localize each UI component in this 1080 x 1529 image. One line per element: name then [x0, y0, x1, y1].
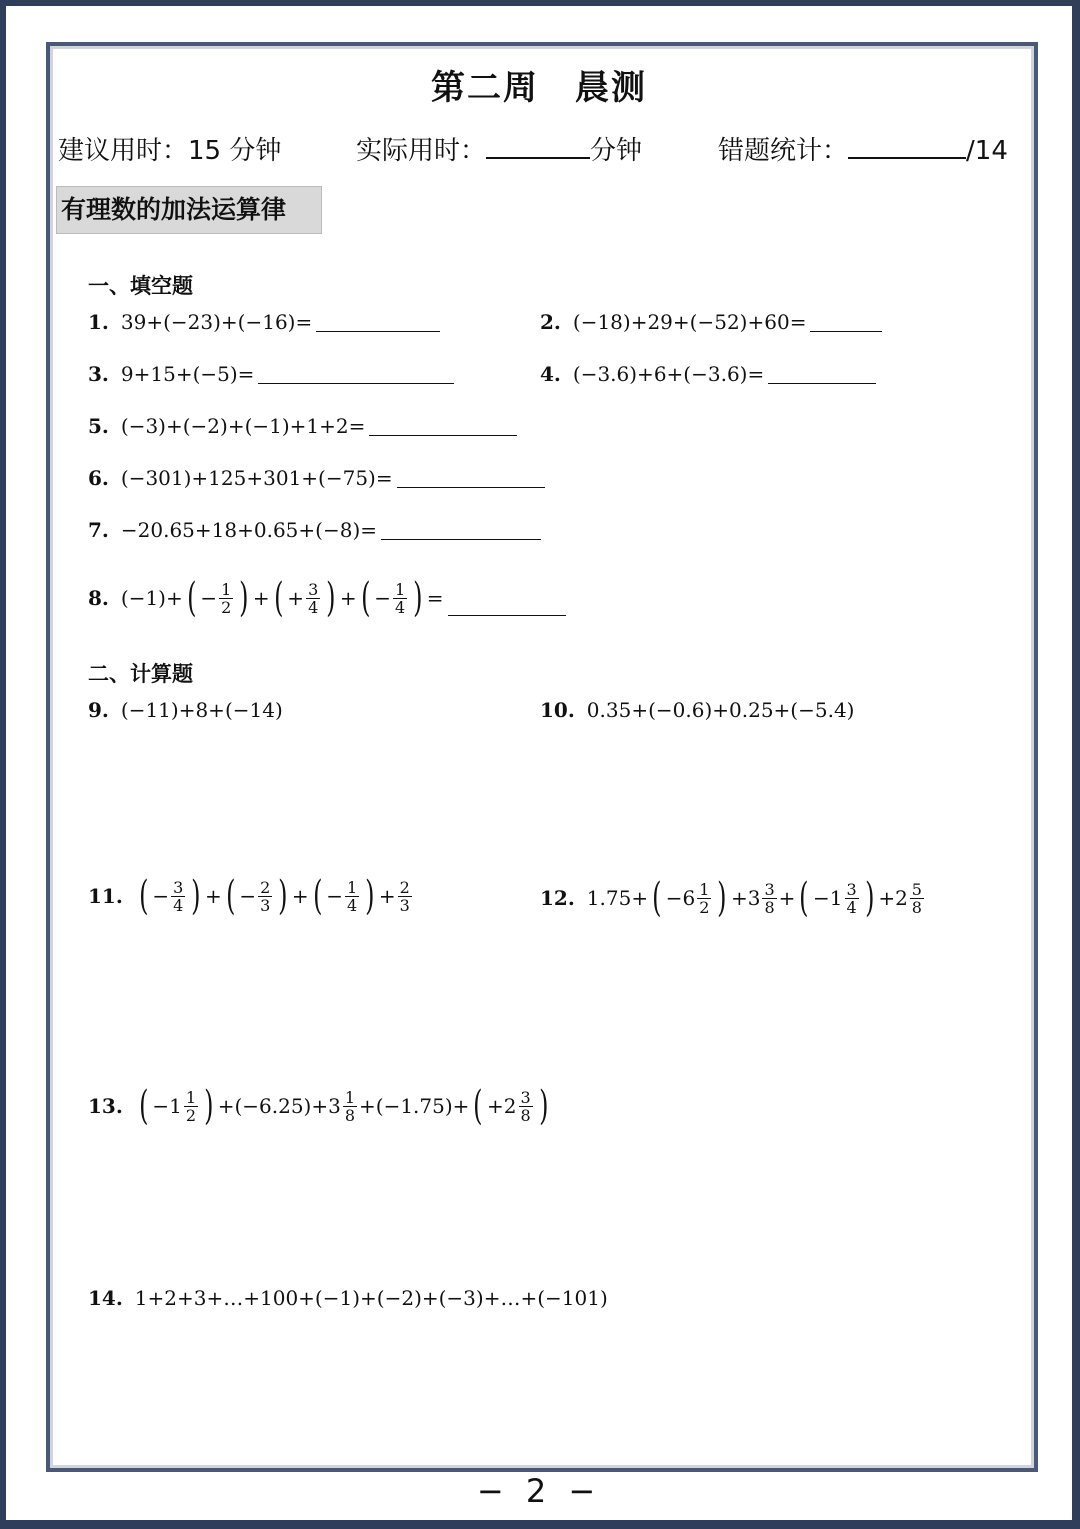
fraction: $\frac{2}{3}$: [399, 877, 410, 915]
answer-blank-6[interactable]: [397, 467, 545, 488]
fraction: $\frac{1}{2}$: [221, 579, 232, 617]
question-12: 12. 1.75+ ( −6 $\frac{1}{2}$ ) +3 $\frac{3}{8}$ + ( −1 $\frac{3}{4}$ ) +2 $\frac{5}{8}$: [540, 875, 922, 921]
part1-heading: 一、填空题: [88, 274, 193, 298]
question-6: 6. (−301)+125+301+(−75)=: [88, 466, 545, 490]
suggested-time: 建议用时：15 分钟: [58, 136, 282, 166]
section-title: 有理数的加法运算律: [56, 186, 322, 234]
page-number: − 2 −: [476, 1472, 602, 1510]
fraction: $\frac{1}{4}$: [395, 579, 406, 617]
fraction: $\frac{3}{4}$: [308, 579, 319, 617]
error-count-total: /14: [966, 136, 1008, 166]
question-7: 7. −20.65+18+0.65+(−8)=: [88, 518, 541, 542]
fraction: $\frac{3}{8}$: [764, 879, 775, 917]
question-13: 13. ( −1 $\frac{1}{2}$ ) +(−6.25)+3 $\frac{1}{8}$ +(−1.75)+ ( +2 $\frac{3}{8}$ ): [88, 1083, 549, 1129]
fraction: $\frac{1}{2}$: [185, 1087, 197, 1125]
actual-time: [356, 130, 642, 167]
question-9: 9. (−11)+8+(−14): [88, 698, 283, 722]
error-count: [718, 130, 1008, 167]
fraction: $\frac{3}{4}$: [846, 879, 857, 917]
fraction: $\frac{1}{4}$: [347, 877, 358, 915]
fraction: $\frac{2}{3}$: [260, 877, 271, 915]
answer-blank-3[interactable]: [258, 363, 454, 384]
answer-blank-1[interactable]: [316, 311, 440, 332]
error-count-label: 错题统计：: [718, 136, 849, 166]
answer-blank-5[interactable]: [369, 415, 517, 436]
fraction: $\frac{3}{4}$: [173, 877, 184, 915]
question-14: 14. 1+2+3+…+100+(−1)+(−2)+(−3)+…+(−101): [88, 1286, 608, 1310]
fraction: $\frac{5}{8}$: [911, 879, 922, 917]
question-8: 8. (−1)+ ( − $\frac{1}{2}$ ) + ( + $\frac{3}{4}$ ) + ( − $\frac{1}{4}$ ) =: [88, 578, 566, 618]
fraction: $\frac{1}{8}$: [344, 1087, 356, 1125]
question-10: 10. 0.35+(−0.6)+0.25+(−5.4): [540, 698, 855, 722]
question-1: 1. 39+(−23)+(−16)=: [88, 310, 440, 334]
answer-blank-4[interactable]: [768, 363, 876, 384]
answer-blank-2[interactable]: [810, 311, 882, 332]
question-3: 3. 9+15+(−5)=: [88, 362, 454, 386]
question-4: 4. (−3.6)+6+(−3.6)=: [540, 362, 876, 386]
question-5: 5. (−3)+(−2)+(−1)+1+2=: [88, 414, 517, 438]
question-2: 2. (−18)+29+(−52)+60=: [540, 310, 882, 334]
page-border: [46, 42, 1038, 1472]
question-11: 11. ( − $\frac{3}{4}$ ) + ( − $\frac{2}{3}$ ) + ( − $\frac{1}{4}$ ) + $\frac{2}{3}$: [88, 873, 410, 919]
answer-blank-8[interactable]: [448, 595, 566, 616]
fraction: $\frac{3}{8}$: [520, 1087, 531, 1125]
fraction: $\frac{1}{2}$: [699, 879, 710, 917]
answer-blank-7[interactable]: [381, 519, 541, 540]
actual-time-blank[interactable]: [486, 135, 590, 159]
worksheet-page: [6, 6, 1072, 1520]
actual-time-label: 实际用时：: [356, 136, 487, 166]
error-count-blank[interactable]: [848, 135, 966, 159]
actual-time-unit: 分钟: [590, 136, 643, 166]
page-title: 第二周 晨测: [431, 68, 647, 108]
part2-heading: 二、计算题: [88, 662, 193, 686]
